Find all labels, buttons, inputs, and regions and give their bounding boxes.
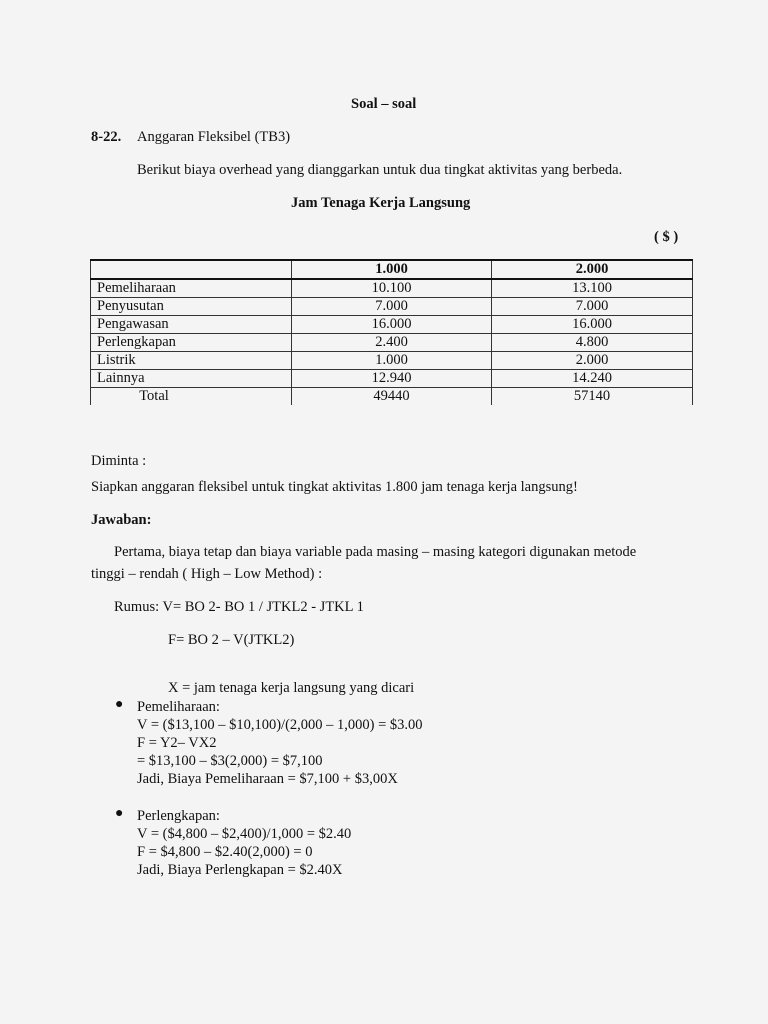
supplies-line-2: F = $4,800 – $2.40(2,000) = 0 bbox=[137, 844, 313, 860]
total-label: Total bbox=[91, 388, 292, 406]
header-level-1: 1.000 bbox=[292, 260, 492, 279]
maintenance-line-2: F = Y2– VX2 bbox=[137, 735, 217, 751]
problem-intro: Berikut biaya overhead yang dianggarkan untuk dua tingkat aktivitas yang berbeda. bbox=[137, 162, 623, 178]
supplies-heading: Perlengkapan: bbox=[137, 808, 220, 824]
header-level-2: 2.000 bbox=[492, 260, 693, 279]
row-label: Pengawasan bbox=[91, 316, 292, 334]
header-label bbox=[91, 260, 292, 279]
answer-heading: Jawaban: bbox=[91, 512, 152, 528]
supplies-line-3: Jadi, Biaya Perlengkapan = $2.40X bbox=[137, 862, 343, 878]
row-value-1: 2.400 bbox=[292, 334, 492, 352]
row-value-2: 16.000 bbox=[492, 316, 693, 334]
table-row bbox=[91, 352, 693, 370]
row-value-2: 2.000 bbox=[492, 352, 693, 370]
table-row bbox=[91, 316, 693, 334]
bullet-icon: ● bbox=[115, 697, 124, 712]
row-value-2: 4.800 bbox=[492, 334, 693, 352]
supplies-line-1: V = ($4,800 – $2,400)/1,000 = $2.40 bbox=[137, 826, 352, 842]
answer-intro-line-1: Pertama, biaya tetap dan biaya variable pada masing – masing kategori digunakan metode bbox=[114, 544, 637, 560]
total-value-2: 57140 bbox=[492, 388, 693, 406]
requested-text: Siapkan anggaran fleksibel untuk tingkat aktivitas 1.800 jam tenaga kerja langsung! bbox=[91, 479, 578, 495]
table-unit: ( $ ) bbox=[654, 229, 679, 245]
formula-v: Rumus: V= BO 2- BO 1 / JTKL2 - JTKL 1 bbox=[114, 599, 364, 615]
row-value-2: 14.240 bbox=[492, 370, 693, 388]
section-title: Soal – soal bbox=[351, 96, 417, 112]
table-header-row bbox=[91, 260, 693, 279]
row-label: Lainnya bbox=[91, 370, 292, 388]
requested-label: Diminta : bbox=[91, 453, 147, 469]
table-total-row bbox=[91, 388, 693, 406]
maintenance-line-1: V = ($13,100 – $10,100)/(2,000 – 1,000) = $3.00 bbox=[137, 717, 423, 733]
overhead-budget-table bbox=[90, 259, 693, 405]
table-row bbox=[91, 334, 693, 352]
row-label: Pemeliharaan bbox=[91, 279, 292, 298]
answer-intro-line-2: tinggi – rendah ( High – Low Method) : bbox=[91, 566, 323, 582]
formula-x: X = jam tenaga kerja langsung yang dicari bbox=[168, 680, 415, 696]
problem-heading: Anggaran Fleksibel (TB3) bbox=[137, 129, 291, 145]
row-value-1: 1.000 bbox=[292, 352, 492, 370]
row-value-1: 12.940 bbox=[292, 370, 492, 388]
table-row bbox=[91, 279, 693, 298]
formula-f: F= BO 2 – V(JTKL2) bbox=[168, 632, 295, 648]
row-value-1: 10.100 bbox=[292, 279, 492, 298]
row-value-2: 7.000 bbox=[492, 298, 693, 316]
maintenance-heading: Pemeliharaan: bbox=[137, 699, 220, 715]
table-row bbox=[91, 298, 693, 316]
row-value-1: 16.000 bbox=[292, 316, 492, 334]
problem-number: 8-22. bbox=[91, 129, 122, 145]
row-value-2: 13.100 bbox=[492, 279, 693, 298]
row-label: Penyusutan bbox=[91, 298, 292, 316]
table-caption: Jam Tenaga Kerja Langsung bbox=[291, 195, 471, 211]
row-value-1: 7.000 bbox=[292, 298, 492, 316]
total-value-1: 49440 bbox=[292, 388, 492, 406]
maintenance-line-3: = $13,100 – $3(2,000) = $7,100 bbox=[137, 753, 323, 769]
row-label: Perlengkapan bbox=[91, 334, 292, 352]
table-row bbox=[91, 370, 693, 388]
bullet-icon: ● bbox=[115, 806, 124, 821]
maintenance-line-4: Jadi, Biaya Pemeliharaan = $7,100 + $3,00X bbox=[137, 771, 398, 787]
row-label: Listrik bbox=[91, 352, 292, 370]
